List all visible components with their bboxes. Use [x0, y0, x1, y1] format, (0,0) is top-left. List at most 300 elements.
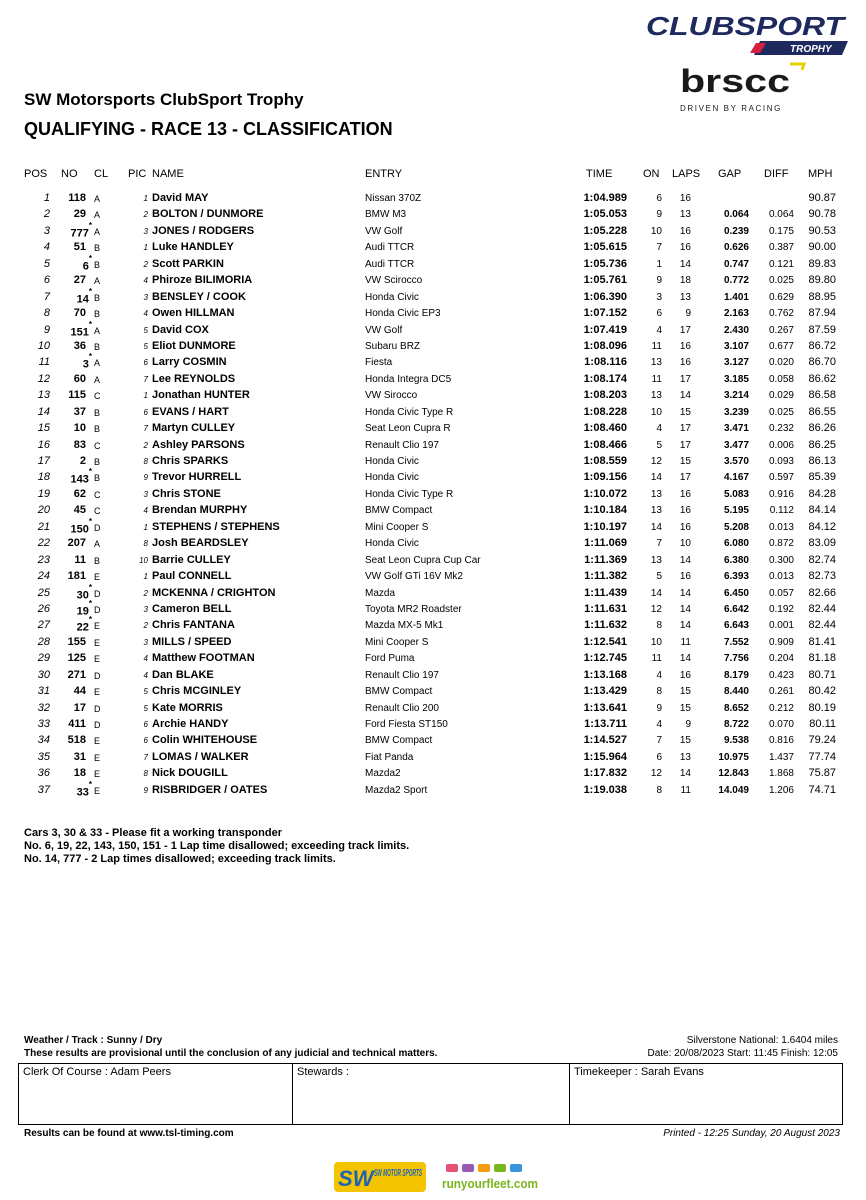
car-number-cell [74, 406, 86, 418]
time-cell: 1:15.964 [583, 750, 627, 763]
entry-cell: Ford Puma [365, 653, 415, 665]
on-cell: 7 [656, 242, 662, 254]
table-row [0, 372, 866, 388]
time-cell: 1:05.228 [583, 224, 627, 237]
car-number-cell [74, 208, 86, 220]
pic-cell: 1 [143, 194, 148, 203]
car-number: 3 [82, 359, 89, 372]
car-number-cell [70, 220, 92, 240]
table-row [0, 635, 866, 651]
diff-cell: 1.437 [768, 751, 794, 763]
laps-cell: 13 [679, 209, 691, 221]
on-cell: 6 [656, 751, 662, 763]
gap-cell: 8.179 [723, 669, 749, 681]
notes [24, 827, 409, 866]
laps-cell: 9 [685, 719, 691, 730]
pic-cell: 1 [143, 522, 148, 532]
diff-cell: 1.206 [768, 784, 794, 796]
pos-cell: 15 [37, 422, 50, 435]
page-title: SW Motorsports ClubSport Trophy [24, 90, 304, 109]
time-cell: 1:10.072 [583, 487, 627, 500]
diff-cell: 0.093 [768, 456, 794, 467]
car-number-cell [68, 570, 86, 582]
entry-cell: Fiat Panda [365, 751, 414, 763]
gap-cell: 1.401 [723, 291, 749, 303]
car-number-cell [68, 636, 86, 648]
entry-cell: Seat Leon Cupra Cup Car [365, 554, 481, 566]
circuit-text: Silverstone National: 1.6404 miles [686, 1035, 838, 1046]
gap-cell: 2.430 [723, 324, 749, 336]
car-number: 27 [73, 274, 86, 287]
pos-cell: 29 [37, 652, 50, 665]
class-cell: B [94, 424, 101, 435]
table-row [0, 779, 866, 799]
car-number-cell [70, 319, 92, 339]
on-cell: 13 [650, 357, 662, 369]
laps-cell: 9 [685, 308, 691, 320]
entry-cell: VW Scirocco [365, 275, 423, 287]
car-number-cell [74, 767, 86, 779]
pic-cell: 4 [143, 654, 148, 664]
table-row [0, 516, 866, 536]
mph-cell: 82.44 [808, 619, 836, 632]
driver-name-cell: Lee REYNOLDS [152, 372, 236, 385]
mph-cell: 83.09 [808, 537, 836, 550]
class-cell: A [94, 226, 101, 237]
class-cell: B [94, 292, 101, 303]
on-cell: 11 [651, 340, 662, 352]
laps-cell: 16 [679, 505, 691, 517]
trophy-wordmark: TROPHY [790, 44, 832, 55]
on-cell: 13 [650, 554, 662, 566]
time-cell: 1:19.038 [583, 783, 627, 796]
mph-cell: 86.72 [808, 339, 836, 352]
gap-cell: 6.380 [723, 554, 749, 566]
date-text: Date: 20/08/2023 Start: 11:45 Finish: 12:05 [647, 1048, 838, 1059]
driver-name-cell: Scott PARKIN [152, 257, 224, 270]
diff-cell: 0.204 [768, 653, 794, 665]
class-cell: A [94, 276, 101, 287]
car-number: 18 [73, 767, 86, 780]
gap-cell: 8.440 [723, 686, 749, 698]
laps-cell: 15 [679, 735, 691, 747]
table-row [0, 319, 866, 339]
on-cell: 10 [650, 225, 662, 237]
table-row [0, 684, 866, 700]
time-cell: 1:11.631 [584, 602, 627, 615]
clubsport-trophy-logo [640, 8, 850, 58]
entry-cell: Mini Cooper S [365, 521, 429, 533]
table-row [0, 339, 866, 355]
runyourfleet-logo [440, 1160, 540, 1194]
laps-cell: 17 [679, 472, 691, 484]
timekeeper-text: Timekeeper : Sarah Evans [574, 1066, 704, 1078]
col-pic-header: PIC [128, 168, 147, 180]
weather-text: Weather / Track : Sunny / Dry [24, 1035, 163, 1046]
gap-cell: 6.643 [723, 620, 749, 632]
mph-cell: 80.71 [808, 668, 836, 681]
on-cell: 10 [650, 406, 662, 418]
penalty-asterisk: * [88, 286, 92, 296]
col-on-header: ON [643, 168, 660, 180]
mph-cell: 77.74 [808, 750, 836, 763]
pic-cell: 7 [143, 424, 148, 434]
car-number-cell [74, 751, 86, 763]
diff-cell: 0.423 [768, 669, 794, 681]
gap-cell: 9.538 [723, 735, 749, 747]
car-number: 6 [82, 260, 89, 273]
car-number: 60 [73, 372, 86, 385]
car-number-cell [74, 241, 86, 253]
col-cl-header: CL [94, 168, 109, 180]
entry-cell: VW Golf [365, 225, 403, 237]
on-cell: 14 [650, 521, 662, 533]
table-row [0, 668, 866, 684]
class-cell: B [94, 555, 101, 566]
gap-cell: 0.772 [723, 275, 749, 287]
gap-cell: 3.214 [723, 390, 749, 402]
time-cell: 1:17.832 [583, 767, 627, 780]
diff-cell: 0.064 [768, 209, 794, 221]
diff-cell: 0.025 [768, 406, 794, 418]
brscc-logo [672, 60, 812, 116]
pos-cell: 21 [37, 520, 50, 533]
laps-cell: 15 [679, 406, 691, 418]
entry-cell: Toyota MR2 Roadster [365, 603, 462, 615]
car-number-cell [68, 192, 86, 204]
col-no-header: NO [61, 168, 78, 180]
pic-cell: 8 [143, 769, 148, 779]
pic-cell: 7 [143, 752, 148, 762]
car-number: 30 [76, 589, 89, 602]
diff-cell: 0.212 [768, 702, 794, 714]
time-cell: 1:13.711 [584, 718, 627, 730]
mph-cell: 89.83 [808, 257, 836, 270]
time-cell: 1:08.096 [583, 339, 627, 352]
timekeeper-cell [570, 1064, 842, 1124]
car-number-cell [76, 615, 92, 635]
diff-cell: 0.916 [768, 488, 794, 500]
on-cell: 10 [650, 636, 662, 648]
pos-cell: 9 [43, 323, 50, 336]
pic-cell: 8 [143, 539, 148, 549]
pic-cell: 3 [143, 292, 148, 302]
pos-cell: 17 [37, 455, 50, 467]
table-row [0, 220, 866, 240]
mph-cell: 88.95 [808, 290, 836, 303]
pic-cell: 4 [143, 309, 148, 319]
table-row [0, 306, 866, 322]
mph-cell: 74.71 [808, 783, 836, 796]
pos-cell: 31 [37, 685, 50, 698]
on-cell: 8 [656, 686, 662, 698]
laps-cell: 17 [679, 439, 691, 451]
time-cell: 1:07.152 [583, 307, 627, 320]
driver-name-cell: Chris FANTANA [152, 619, 235, 632]
table-row [0, 240, 866, 256]
driver-name-cell: Barrie CULLEY [152, 553, 231, 566]
car-number-cell [68, 537, 86, 549]
col-laps-header: LAPS [672, 168, 701, 180]
pos-cell: 32 [37, 701, 50, 714]
mph-cell: 90.78 [808, 208, 836, 221]
driver-name-cell: Jonathan HUNTER [152, 389, 250, 402]
diff-cell: 0.013 [768, 571, 794, 583]
diff-cell: 0.597 [768, 472, 794, 484]
pos-cell: 23 [37, 553, 50, 566]
car-number: 118 [68, 192, 86, 204]
entry-cell: Honda Integra DC5 [365, 373, 452, 385]
laps-cell: 14 [679, 258, 691, 270]
penalty-asterisk: * [88, 220, 92, 230]
laps-cell: 16 [679, 488, 691, 500]
time-cell: 1:10.197 [583, 520, 627, 533]
car-number: 125 [67, 652, 86, 665]
pic-cell: 9 [143, 473, 148, 483]
driver-name-cell: MILLS / SPEED [152, 635, 232, 648]
car-number-cell [74, 340, 86, 352]
clubsport-wordmark: CLUBSPORT [646, 11, 847, 41]
pos-cell: 19 [37, 487, 50, 500]
car-number: 22 [76, 622, 89, 635]
penalty-asterisk: * [88, 779, 92, 789]
page-subtitle: QUALIFYING - RACE 13 - CLASSIFICATION [24, 119, 393, 139]
time-cell: 1:12.541 [583, 635, 627, 648]
entry-cell: Renault Clio 197 [365, 669, 439, 681]
on-cell: 6 [656, 308, 662, 320]
pos-cell: 8 [43, 307, 50, 320]
class-cell: E [94, 572, 101, 583]
penalty-asterisk: * [88, 598, 92, 608]
diff-cell: 0.013 [768, 521, 794, 533]
brscc-tagline: DRIVEN BY RACING [680, 104, 782, 113]
mph-cell: 82.44 [808, 602, 836, 615]
driver-name-cell: Josh BEARDSLEY [152, 537, 249, 550]
car-number-cell [74, 554, 86, 566]
table-row [0, 454, 866, 470]
laps-cell: 14 [679, 603, 691, 615]
table-row [0, 536, 866, 552]
clerk-text: Clerk Of Course : Adam Peers [23, 1066, 171, 1078]
time-cell: 1:13.429 [583, 685, 627, 698]
on-cell: 13 [650, 488, 662, 500]
mph-cell: 81.18 [808, 652, 836, 665]
time-cell: 1:11.369 [584, 553, 627, 566]
class-cell: A [94, 210, 101, 221]
car-number: 62 [73, 487, 86, 500]
brscc-wordmark: brscc [680, 63, 790, 99]
time-cell: 1:08.228 [583, 405, 627, 418]
diff-cell: 0.001 [768, 620, 794, 632]
car-number-cell [68, 389, 86, 401]
car-number: 45 [73, 504, 86, 517]
laps-cell: 16 [679, 357, 691, 369]
car-number: 17 [73, 701, 86, 714]
car-number: 181 [67, 570, 86, 583]
laps-cell: 17 [679, 373, 691, 385]
table-row [0, 207, 866, 223]
mph-cell: 82.73 [808, 570, 836, 583]
mph-cell: 86.62 [808, 372, 836, 385]
class-cell: A [94, 539, 101, 550]
diff-cell: 0.175 [768, 225, 794, 237]
mph-cell: 82.66 [808, 586, 836, 599]
pos-cell: 3 [43, 224, 50, 237]
table-row [0, 651, 866, 667]
table-row [0, 569, 866, 585]
class-cell: C [94, 391, 101, 402]
car-number: 19 [76, 605, 89, 618]
mph-cell: 87.94 [808, 307, 836, 320]
class-cell: E [94, 785, 101, 796]
footer-info [24, 1035, 838, 1061]
class-cell: C [94, 440, 101, 451]
diff-cell: 0.232 [768, 423, 794, 435]
laps-cell: 14 [679, 768, 691, 780]
class-cell: E [94, 752, 101, 763]
car-number: 777 [70, 227, 89, 240]
mph-cell: 80.19 [808, 701, 836, 714]
entry-cell: VW Golf [365, 324, 403, 336]
mph-cell: 90.00 [808, 241, 836, 254]
time-cell: 1:05.761 [583, 274, 627, 287]
laps-cell: 14 [679, 620, 691, 632]
gap-cell: 3.570 [723, 456, 749, 467]
time-cell: 1:11.382 [584, 570, 627, 583]
on-cell: 4 [656, 669, 662, 681]
pos-cell: 7 [43, 290, 50, 303]
car-number-cell [74, 504, 86, 516]
pos-cell: 30 [37, 668, 50, 681]
car-number: 271 [67, 668, 86, 681]
driver-name-cell: Chris SPARKS [152, 455, 229, 467]
pic-cell: 3 [143, 489, 148, 499]
car-number: 2 [79, 455, 86, 467]
entry-cell: Mazda2 Sport [365, 784, 428, 796]
table-row [0, 253, 866, 273]
entry-cell: BMW Compact [365, 505, 433, 517]
car-number-cell [68, 718, 86, 730]
laps-cell: 16 [679, 521, 691, 533]
time-cell: 1:08.116 [584, 356, 627, 369]
note-line: No. 14, 777 - 2 Lap times disallowed; exceeding track limits. [24, 853, 336, 865]
table-row [0, 487, 866, 503]
penalty-asterisk: * [88, 516, 92, 526]
driver-name-cell: MCKENNA / CRIGHTON [152, 586, 276, 599]
mph-cell: 86.58 [808, 389, 836, 402]
mph-cell: 84.28 [808, 487, 836, 500]
on-cell: 9 [656, 275, 662, 287]
gap-cell: 6.080 [723, 538, 749, 550]
penalty-asterisk: * [88, 319, 92, 329]
gap-cell: 6.393 [723, 571, 749, 583]
col-pos-header: POS [24, 168, 48, 180]
laps-cell: 15 [679, 686, 691, 698]
time-cell: 1:10.184 [583, 504, 627, 517]
pic-cell: 5 [143, 703, 148, 713]
diff-cell: 0.192 [768, 603, 794, 615]
mph-cell: 80.11 [809, 718, 836, 730]
entry-cell: Mini Cooper S [365, 636, 429, 648]
pic-cell: 2 [143, 440, 148, 450]
on-cell: 14 [650, 472, 662, 484]
on-cell: 12 [650, 603, 662, 615]
on-cell: 12 [650, 768, 662, 780]
laps-cell: 16 [679, 571, 691, 583]
table-row [0, 467, 866, 487]
car-number-cell [74, 307, 86, 319]
pos-cell: 5 [43, 257, 50, 270]
diff-cell: 0.387 [768, 242, 794, 254]
car-number: 411 [68, 718, 86, 730]
mph-cell: 90.87 [808, 192, 836, 204]
gap-cell: 6.450 [723, 587, 749, 599]
mph-cell: 79.24 [808, 734, 836, 747]
driver-name-cell: Kate MORRIS [152, 701, 223, 714]
mph-cell: 86.55 [808, 405, 836, 418]
mph-cell: 86.25 [808, 438, 836, 451]
table-row [0, 701, 866, 717]
pic-cell: 1 [143, 243, 148, 253]
pic-cell: 1 [143, 391, 148, 401]
car-number: 10 [73, 422, 86, 435]
class-cell: D [94, 720, 101, 730]
class-cell: B [94, 473, 101, 484]
car-number: 14 [76, 293, 89, 306]
diff-cell: 0.816 [768, 735, 794, 747]
time-cell: 1:05.736 [583, 257, 627, 270]
gap-cell: 12.843 [718, 768, 749, 780]
car-number-cell [74, 702, 86, 714]
entry-cell: Mazda [365, 587, 396, 599]
pic-cell: 8 [143, 457, 148, 466]
gap-cell: 8.652 [723, 702, 749, 714]
pos-cell: 26 [37, 602, 50, 615]
on-cell: 9 [656, 702, 662, 714]
entry-cell: Audi TTCR [365, 258, 415, 270]
car-number-cell [74, 439, 86, 451]
gap-cell: 14.049 [718, 784, 749, 796]
col-name-header: NAME [152, 168, 184, 180]
mph-cell: 86.70 [808, 356, 836, 369]
pos-cell: 14 [37, 405, 50, 418]
time-cell: 1:11.439 [584, 586, 627, 599]
class-cell: C [94, 489, 101, 500]
pic-cell: 2 [143, 588, 148, 598]
on-cell: 4 [656, 423, 662, 435]
mph-cell: 86.13 [808, 455, 836, 467]
entry-cell: Honda Civic [365, 456, 419, 467]
mph-cell: 84.14 [808, 504, 836, 517]
gap-cell: 3.185 [723, 373, 749, 385]
class-cell: D [94, 670, 101, 681]
col-entry-header: ENTRY [365, 168, 403, 180]
car-number-cell [76, 286, 92, 306]
pic-cell: 4 [143, 670, 148, 680]
entry-cell: Honda Civic Type R [365, 488, 454, 500]
laps-cell: 16 [679, 669, 691, 681]
car-number-cell [74, 422, 86, 434]
laps-cell: 17 [679, 324, 691, 336]
penalty-asterisk: * [88, 467, 92, 477]
class-cell: E [94, 769, 101, 780]
driver-name-cell: Nick DOUGILL [152, 767, 228, 780]
time-cell: 1:12.745 [583, 652, 627, 665]
car-number: 150 [70, 523, 89, 536]
pic-cell: 3 [143, 637, 148, 647]
pic-cell: 5 [143, 687, 148, 697]
driver-name-cell: Chris STONE [152, 487, 221, 500]
